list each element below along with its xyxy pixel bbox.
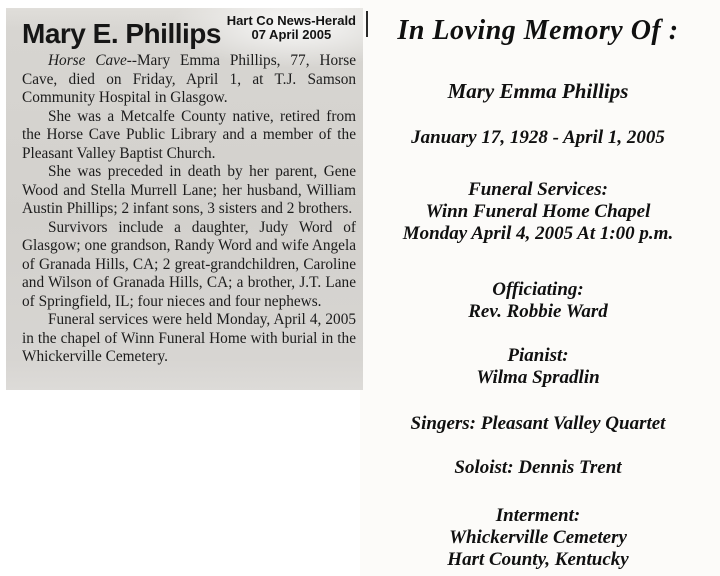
memorial-heading: In Loving Memory Of : (397, 15, 679, 46)
memorial-line: Singers: Pleasant Valley Quartet (410, 413, 666, 434)
memorial-section-officiating (368, 279, 708, 323)
memorial-name: Mary Emma Phillips (447, 79, 629, 103)
memorial-dates: January 17, 1928 - April 1, 2005 (411, 127, 665, 148)
memorial-line: Funeral Services: (468, 179, 608, 200)
obituary-article (22, 52, 356, 367)
memorial-section-pianist (368, 345, 708, 389)
memorial-line: Whickerville Cemetery (449, 527, 627, 548)
memorial-line: Monday April 4, 2005 At 1:00 p.m. (402, 223, 674, 244)
memorial-line: Wilma Spradlin (476, 367, 600, 388)
clipping-source-name: Hart Co News-Herald (226, 13, 356, 28)
obituary-dateline: Horse Cave (48, 52, 127, 69)
obituary-paragraph: Survivors include a daughter, Judy Word of Glasgow; one grandson, Randy Word and wife Angela of Granada Hills, CA; 2 great-grandchildren, Caroline and Wilson of Granada Hills, CA; a brother, J.T. Lane of Springfield, IL; four nieces and four nephews. (22, 218, 356, 310)
memorial-section-interment (368, 505, 708, 571)
memorial-section-singers (368, 413, 708, 435)
memorial-line: Rev. Robbie Ward (468, 301, 608, 322)
memorial-line: Winn Funeral Home Chapel (425, 201, 651, 222)
obituary-paragraph: Funeral services were held Monday, April 4, 2005 in the chapel of Winn Funeral Home with burial in the Whickerville Cemetery. (22, 311, 356, 365)
memorial-line: Hart County, Kentucky (447, 549, 629, 570)
newspaper-clipping (6, 8, 363, 390)
memorial-section-funeral-services (368, 179, 708, 245)
clipping-source-date: 07 April 2005 (251, 27, 332, 42)
obituary-paragraph (22, 52, 356, 108)
memorial-line: Officiating: (492, 279, 584, 300)
clipping-source (227, 14, 356, 42)
obituary-paragraph-text: --Mary Emma Phillips, 77, Horse Cave, died on Friday, April 1, at T.J. Samson Community Hospital in Glasgow. (22, 52, 356, 106)
memorial-line: Soloist: Dennis Trent (454, 457, 622, 478)
obituary-paragraph: She was a Metcalfe County native, retired from the Horse Cave Public Library and a member of the Pleasant Valley Baptist Church. (22, 107, 356, 162)
memorial-line: Interment: (495, 505, 581, 526)
memorial-line: Pianist: (507, 345, 569, 366)
memorial-card (368, 0, 708, 576)
obituary-paragraph: She was preceded in death by her parent, Gene Wood and Stella Murrell Lane; her husband, William Austin Phillips; 2 infant sons, 3 sisters and 2 brothers. (22, 163, 356, 217)
memorial-section-soloist (368, 457, 708, 479)
clipping-title: Mary E. Phillips (22, 18, 221, 49)
clipping-header (22, 14, 356, 48)
